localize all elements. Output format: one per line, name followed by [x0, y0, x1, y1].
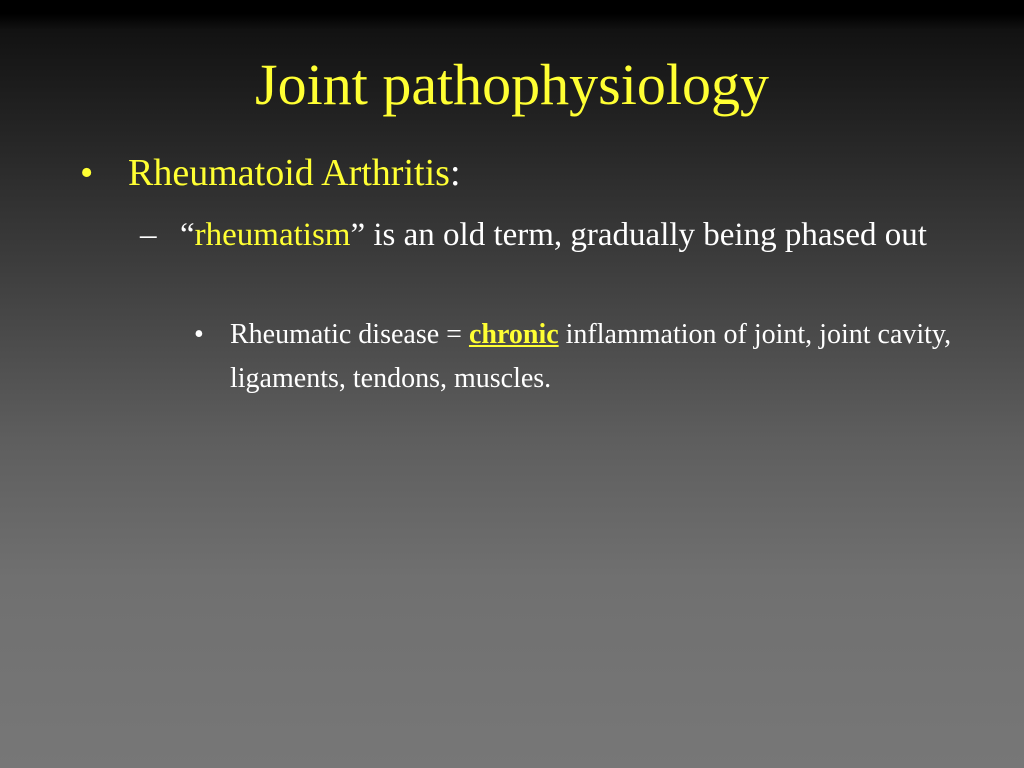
bullet-marker: •: [80, 152, 94, 194]
dot-marker: •: [194, 319, 204, 350]
bullet-label: Rheumatoid Arthritis: [128, 152, 450, 194]
sub-bullet-rest: ” is an old term, gradually being phased out: [350, 217, 927, 253]
definition-after: inflammation of joint, joint cavity, ligaments, tendons, muscles.: [230, 319, 952, 394]
sub-sub-bullet-text: [230, 313, 990, 401]
bullet-text: [128, 150, 461, 196]
definition-before: Rheumatic disease =: [230, 319, 469, 350]
sub-bullet-text: [180, 212, 940, 258]
bullet-colon: :: [449, 152, 461, 194]
dash-marker: –: [140, 217, 157, 253]
quote-open: “: [180, 217, 195, 253]
keyword-rheumatism: rheumatism: [194, 217, 351, 253]
slide-title: Joint pathophysiology: [255, 52, 769, 117]
emphasis-chronic: chronic: [468, 319, 559, 350]
